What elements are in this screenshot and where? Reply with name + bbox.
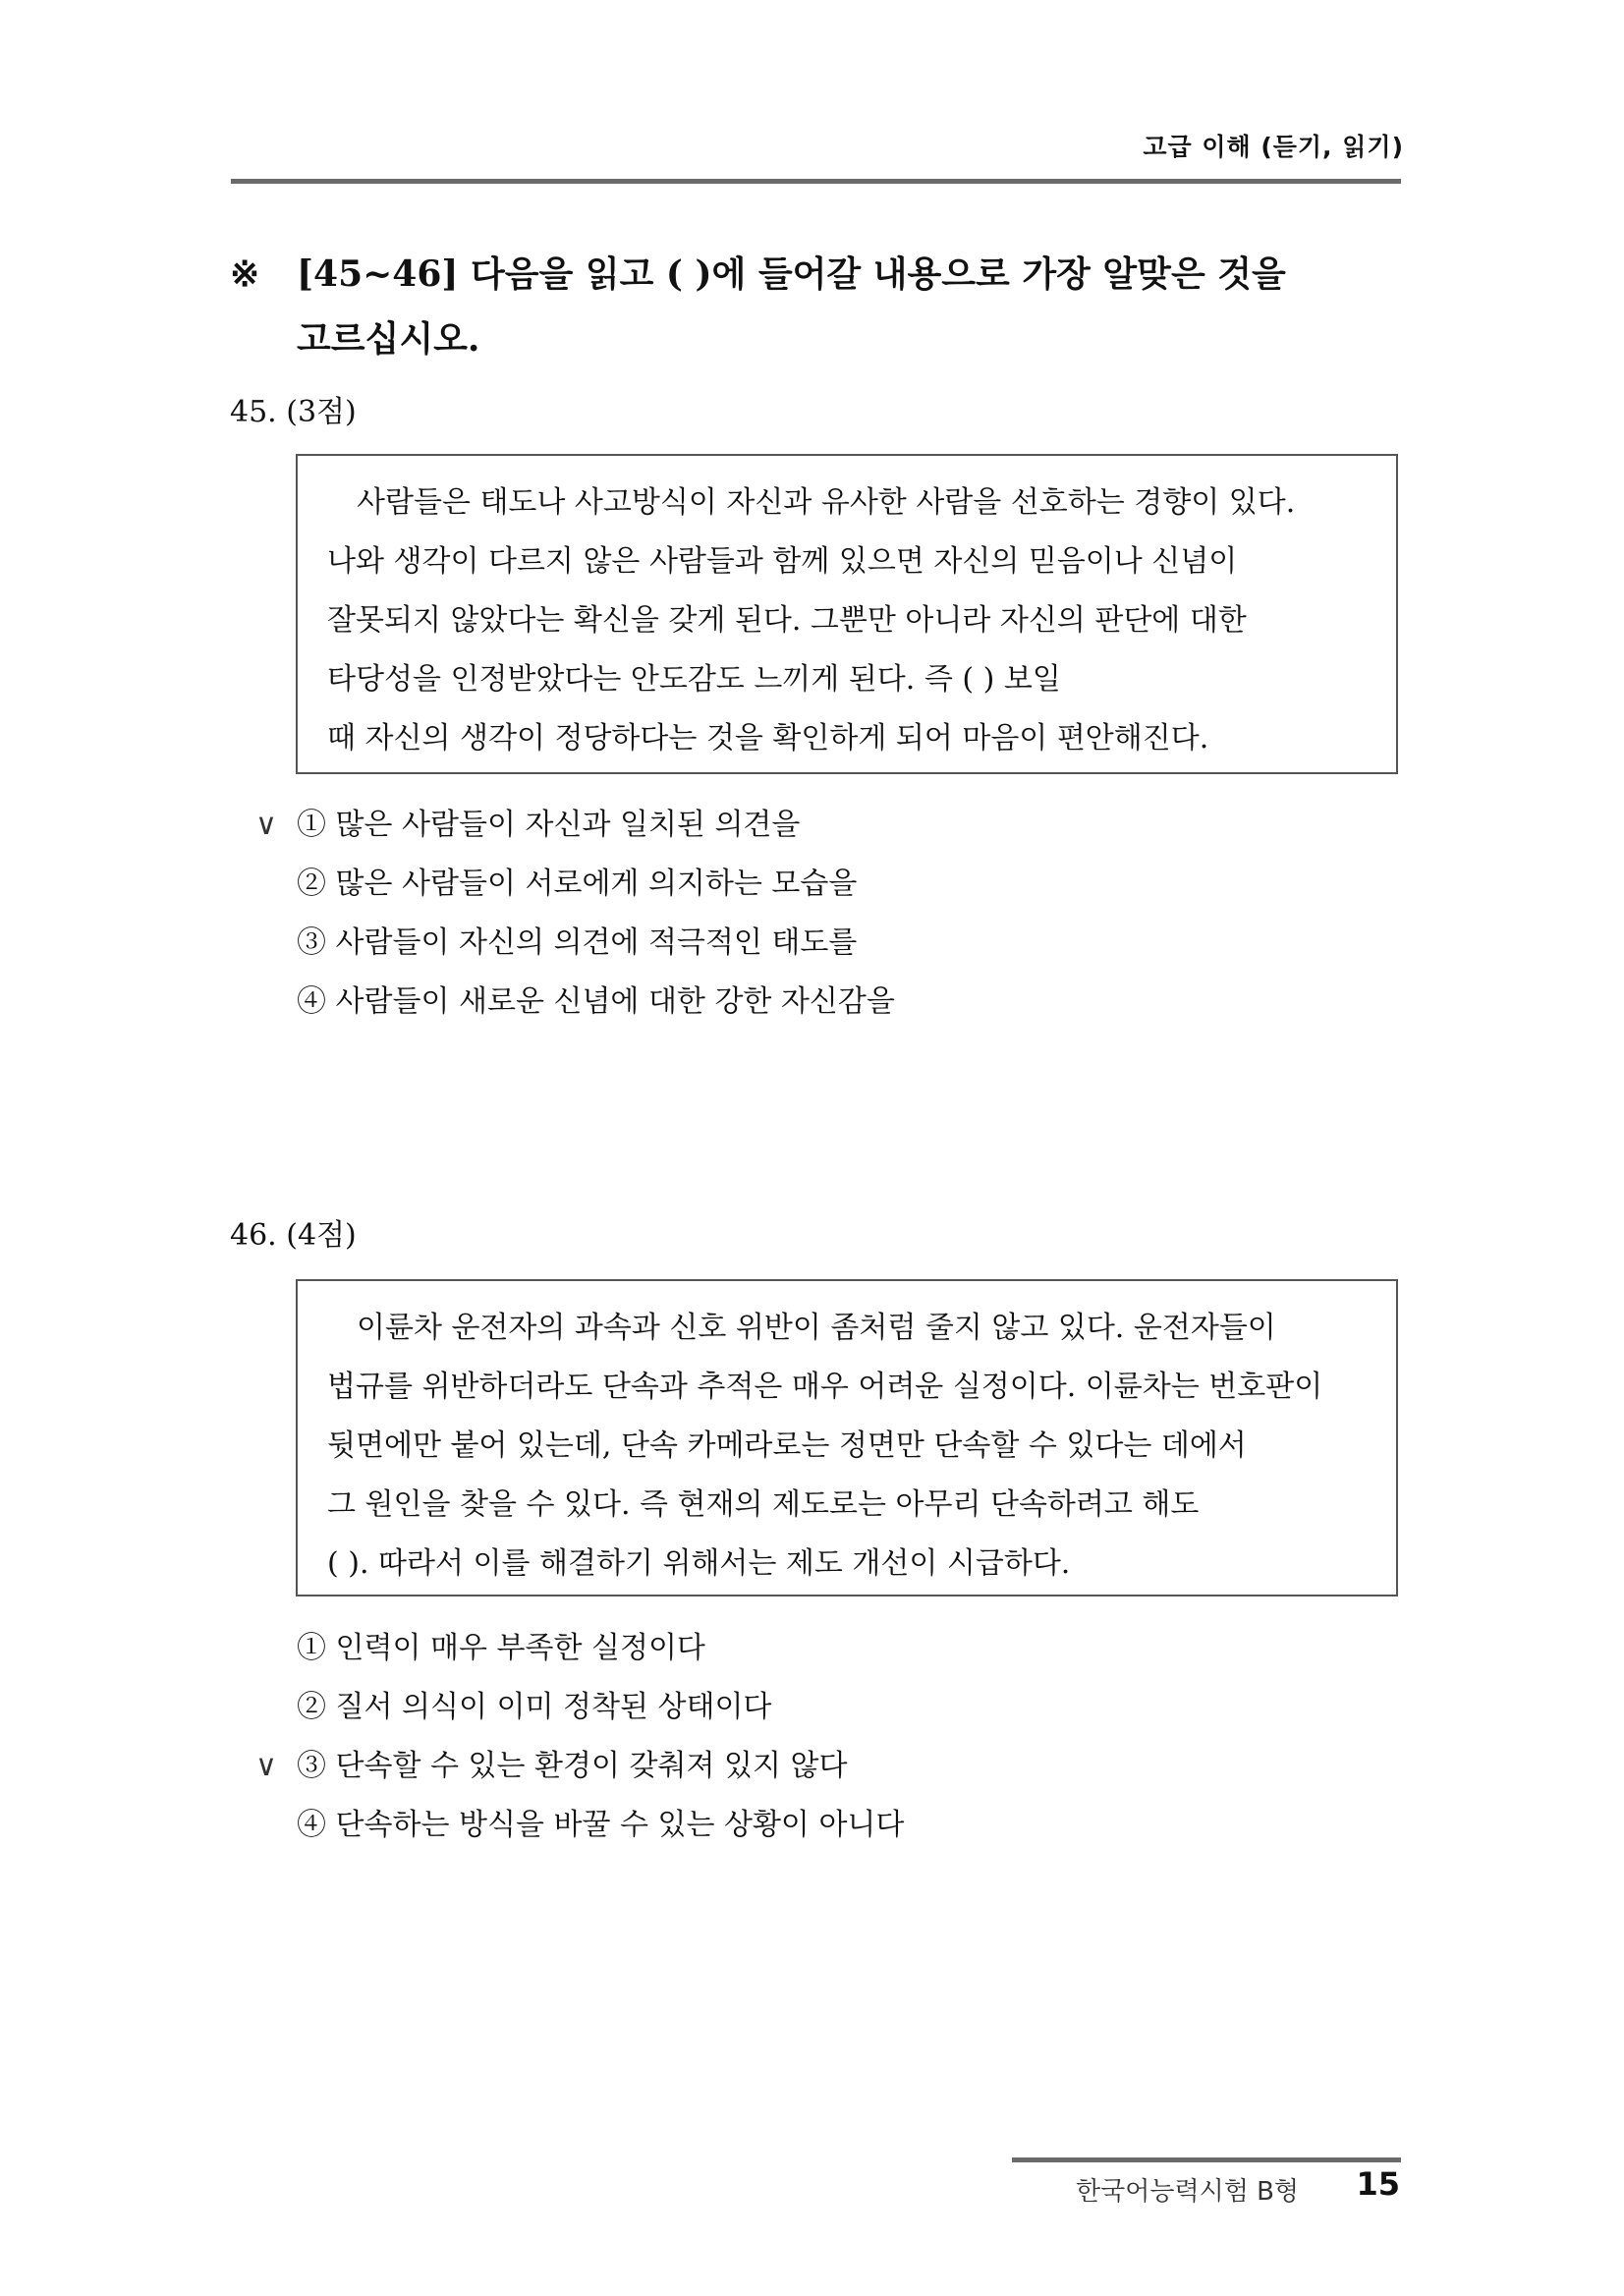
passage-line: 잘못되지 않았다는 확신을 갖게 된다. 그뿐만 아니라 자신의 판단에 대한 xyxy=(327,603,1247,638)
passage-line: 나와 생각이 다르지 않은 사람들과 함께 있으면 자신의 믿음이나 신념이 xyxy=(327,544,1238,579)
option-label: ③ 사람들이 자신의 의견에 적극적인 태도를 xyxy=(297,925,858,960)
passage-line: 법규를 위반하더라도 단속과 추적은 매우 어려운 실정이다. 이륜차는 번호판이 xyxy=(327,1370,1323,1404)
passage-line: 뒷면에만 붙어 있는데, 단속 카메라로는 정면만 단속할 수 있다는 데에서 xyxy=(327,1428,1247,1463)
option-label: ② 많은 사람들이 서로에게 의지하는 모습을 xyxy=(297,867,858,901)
page-header-title: 고급 이해 (듣기, 읽기) xyxy=(1143,133,1404,161)
instruction-line-1: [45~46] 다음을 읽고 ( )에 들어갈 내용으로 가장 알맞은 것을 xyxy=(297,253,1286,295)
footer-rule xyxy=(1012,2157,1401,2162)
option-label: ② 질서 의식이 이미 정착된 상태이다 xyxy=(297,1690,772,1724)
question-46-number: 46. (4점) xyxy=(230,1218,357,1253)
question-46-passage-box xyxy=(296,1279,1398,1596)
reference-mark: ※ xyxy=(230,253,260,295)
check-mark: ∨ xyxy=(255,808,277,842)
passage-line: 그 원인을 찾을 수 있다. 즉 현재의 제도로는 아무리 단속하려고 해도 xyxy=(327,1487,1200,1522)
check-mark: ∨ xyxy=(255,1749,277,1783)
question-45-passage-box xyxy=(296,454,1398,774)
option-label: ④ 사람들이 새로운 신념에 대한 강한 자신감을 xyxy=(297,984,895,1019)
option-label: ① 인력이 매우 부족한 실정이다 xyxy=(297,1631,705,1665)
option-label: ③ 단속할 수 있는 환경이 갖춰져 있지 않다 xyxy=(297,1749,848,1783)
footer-exam-label: 한국어능력시험 B형 xyxy=(1076,2177,1300,2207)
passage-line: 이륜차 운전자의 과속과 신호 위반이 좀처럼 줄지 않고 있다. 운전자들이 xyxy=(357,1311,1276,1345)
option-label: ④ 단속하는 방식을 바꿀 수 있는 상황이 아니다 xyxy=(297,1808,905,1842)
passage-line: 타당성을 인정받았다는 안도감도 느끼게 된다. 즉 ( ) 보일 xyxy=(327,662,1061,697)
passage-line: 때 자신의 생각이 정당하다는 것을 확인하게 되어 마음이 편안해진다. xyxy=(327,721,1209,756)
passage-line: 사람들은 태도나 사고방식이 자신과 유사한 사람을 선호하는 경향이 있다. xyxy=(357,485,1296,520)
page-number: 15 xyxy=(1356,2165,1400,2203)
instruction-line-2: 고르십시오. xyxy=(297,318,480,360)
passage-line: ( ). 따라서 이를 해결하기 위해서는 제도 개선이 시급하다. xyxy=(327,1546,1071,1581)
question-45-number: 45. (3점) xyxy=(230,395,357,429)
header-rule xyxy=(231,179,1401,184)
option-label: ① 많은 사람들이 자신과 일치된 의견을 xyxy=(297,808,801,842)
